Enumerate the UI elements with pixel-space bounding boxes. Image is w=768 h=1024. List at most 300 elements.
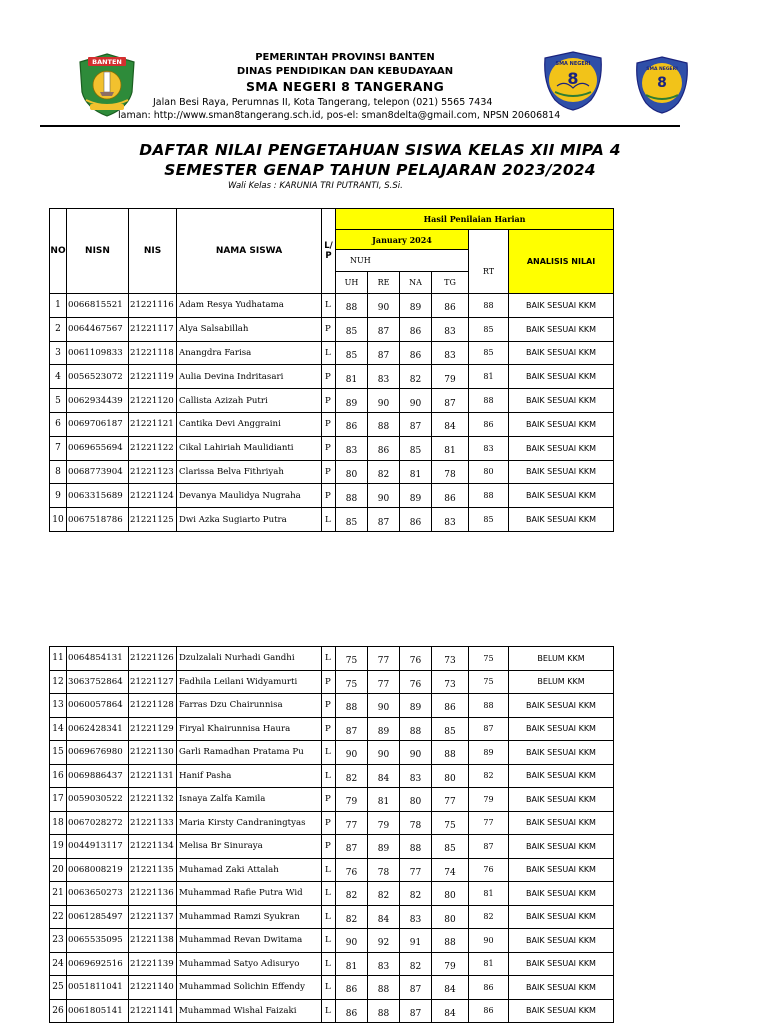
cell-no: 19 (50, 835, 67, 859)
cell-uh: 77 (336, 811, 368, 835)
col-header-re: RE (368, 272, 400, 294)
cell-re: 88 (368, 999, 400, 1023)
cell-na: 85 (400, 436, 432, 460)
cell-tg: 73 (432, 647, 469, 671)
cell-no: 13 (50, 694, 67, 718)
cell-re: 90 (368, 389, 400, 413)
cell-nis: 21221141 (129, 999, 177, 1023)
cell-rt: 86 (469, 976, 509, 1000)
cell-re: 90 (368, 294, 400, 318)
cell-nisn: 0067518786 (67, 508, 129, 532)
cell-uh: 90 (336, 741, 368, 765)
cell-analysis: BAIK SESUAI KKM (509, 365, 614, 389)
cell-na: 82 (400, 882, 432, 906)
cell-tg: 83 (432, 508, 469, 532)
cell-tg: 79 (432, 952, 469, 976)
cell-uh: 81 (336, 365, 368, 389)
cell-no: 9 (50, 484, 67, 508)
cell-no: 26 (50, 999, 67, 1023)
cell-uh: 82 (336, 882, 368, 906)
cell-tg: 78 (432, 460, 469, 484)
cell-uh: 88 (336, 294, 368, 318)
cell-student-name: Firyal Khairunnisa Haura (177, 717, 322, 741)
cell-na: 82 (400, 952, 432, 976)
cell-na: 86 (400, 508, 432, 532)
cell-no: 25 (50, 976, 67, 1000)
cell-re: 87 (368, 341, 400, 365)
cell-nis: 21221119 (129, 365, 177, 389)
header-school-name: SMA NEGERI 8 TANGERANG (245, 79, 445, 94)
cell-no: 21 (50, 882, 67, 906)
cell-rt: 85 (469, 341, 509, 365)
cell-uh: 79 (336, 788, 368, 812)
cell-analysis: BAIK SESUAI KKM (509, 976, 614, 1000)
cell-na: 91 (400, 929, 432, 953)
cell-student-name: Muhamad Zaki Attalah (177, 858, 322, 882)
col-header-nisn: NISN (67, 209, 129, 294)
cell-na: 90 (400, 741, 432, 765)
col-header-hasil: Hasil Penilaian Harian (336, 209, 614, 230)
cell-rt: 80 (469, 460, 509, 484)
cell-uh: 86 (336, 976, 368, 1000)
cell-nisn: 0069692516 (67, 952, 129, 976)
cell-rt: 88 (469, 294, 509, 318)
cell-analysis: BELUM KKM (509, 670, 614, 694)
cell-re: 86 (368, 436, 400, 460)
cell-nisn: 0069886437 (67, 764, 129, 788)
student-row (50, 389, 614, 413)
cell-no: 14 (50, 717, 67, 741)
cell-re: 90 (368, 741, 400, 765)
cell-student-name: Hanif Pasha (177, 764, 322, 788)
cell-analysis: BAIK SESUAI KKM (509, 294, 614, 318)
cell-rt: 77 (469, 811, 509, 835)
header-line-province: PEMERINTAH PROVINSI BANTEN (255, 52, 435, 63)
cell-no: 18 (50, 811, 67, 835)
cell-rt: 82 (469, 905, 509, 929)
cell-student-name: Fadhila Leilani Widyamurti (177, 670, 322, 694)
cell-na: 86 (400, 317, 432, 341)
cell-analysis: BAIK SESUAI KKM (509, 317, 614, 341)
cell-nis: 21221124 (129, 484, 177, 508)
cell-uh: 87 (336, 717, 368, 741)
cell-student-name: Melisa Br Sinuraya (177, 835, 322, 859)
col-header-nuh: NUH (336, 250, 469, 272)
cell-re: 83 (368, 952, 400, 976)
cell-tg: 88 (432, 741, 469, 765)
cell-student-name: Dzulzalali Nurhadi Gandhi (177, 647, 322, 671)
student-row (50, 999, 614, 1023)
cell-no: 16 (50, 764, 67, 788)
cell-analysis: BAIK SESUAI KKM (509, 460, 614, 484)
cell-uh: 85 (336, 508, 368, 532)
student-row (50, 670, 614, 694)
student-row (50, 811, 614, 835)
cell-analysis: BAIK SESUAI KKM (509, 835, 614, 859)
cell-nisn: 0062934439 (67, 389, 129, 413)
cell-tg: 84 (432, 412, 469, 436)
cell-tg: 84 (432, 999, 469, 1023)
cell-analysis: BAIK SESUAI KKM (509, 788, 614, 812)
cell-uh: 88 (336, 694, 368, 718)
cell-nis: 21221138 (129, 929, 177, 953)
rt-header-spacer (469, 230, 509, 250)
cell-gender: P (322, 484, 336, 508)
student-row (50, 412, 614, 436)
cell-re: 77 (368, 670, 400, 694)
cell-rt: 85 (469, 317, 509, 341)
cell-na: 87 (400, 999, 432, 1023)
cell-rt: 81 (469, 365, 509, 389)
cell-nisn: 0060057864 (67, 694, 129, 718)
cell-gender: P (322, 717, 336, 741)
homeroom-teacher: Wali Kelas : KARUNIA TRI PUTRANTI, S.Si. (228, 181, 403, 191)
cell-nisn: 0069676980 (67, 741, 129, 765)
cell-uh: 85 (336, 341, 368, 365)
cell-tg: 80 (432, 764, 469, 788)
cell-gender: L (322, 905, 336, 929)
cell-nisn: 0069706187 (67, 412, 129, 436)
cell-na: 83 (400, 764, 432, 788)
cell-no: 12 (50, 670, 67, 694)
cell-student-name: Cikal Lahiriah Maulidianti (177, 436, 322, 460)
col-header-lp: L/ P (322, 209, 336, 294)
cell-re: 84 (368, 905, 400, 929)
cell-rt: 81 (469, 882, 509, 906)
cell-gender: L (322, 976, 336, 1000)
cell-nisn: 0051811041 (67, 976, 129, 1000)
cell-nisn: 0068008219 (67, 858, 129, 882)
cell-analysis: BELUM KKM (509, 647, 614, 671)
cell-nis: 21221125 (129, 508, 177, 532)
student-row (50, 460, 614, 484)
cell-na: 89 (400, 694, 432, 718)
student-row (50, 905, 614, 929)
cell-na: 89 (400, 484, 432, 508)
grade-table-part-2 (49, 646, 614, 1023)
cell-tg: 85 (432, 717, 469, 741)
cell-na: 89 (400, 294, 432, 318)
cell-nisn: 0056523072 (67, 365, 129, 389)
cell-tg: 84 (432, 976, 469, 1000)
cell-student-name: Muhammad Solichin Effendy (177, 976, 322, 1000)
cell-tg: 86 (432, 484, 469, 508)
document-title: DAFTAR NILAI PENGETAHUAN SISWA KELAS XII MIPA 4 (139, 141, 621, 159)
cell-nisn: 0069655694 (67, 436, 129, 460)
col-header-nama: NAMA SISWA (177, 209, 322, 294)
cell-na: 76 (400, 647, 432, 671)
cell-student-name: Garli Ramadhan Pratama Pu (177, 741, 322, 765)
student-row (50, 294, 614, 318)
cell-re: 82 (368, 460, 400, 484)
cell-na: 88 (400, 835, 432, 859)
cell-uh: 75 (336, 670, 368, 694)
cell-tg: 80 (432, 905, 469, 929)
cell-na: 76 (400, 670, 432, 694)
student-row (50, 764, 614, 788)
cell-re: 81 (368, 788, 400, 812)
cell-gender: P (322, 788, 336, 812)
cell-nis: 21221129 (129, 717, 177, 741)
student-row (50, 508, 614, 532)
cell-tg: 80 (432, 882, 469, 906)
cell-re: 78 (368, 858, 400, 882)
cell-gender: L (322, 882, 336, 906)
cell-tg: 83 (432, 317, 469, 341)
cell-analysis: BAIK SESUAI KKM (509, 389, 614, 413)
cell-re: 89 (368, 717, 400, 741)
cell-rt: 87 (469, 835, 509, 859)
cell-uh: 86 (336, 999, 368, 1023)
cell-gender: L (322, 341, 336, 365)
school-logo (541, 50, 605, 112)
cell-analysis: BAIK SESUAI KKM (509, 952, 614, 976)
cell-analysis: BAIK SESUAI KKM (509, 694, 614, 718)
cell-tg: 88 (432, 929, 469, 953)
student-row (50, 484, 614, 508)
cell-gender: L (322, 929, 336, 953)
col-header-tg: TG (432, 272, 469, 294)
cell-uh: 87 (336, 835, 368, 859)
student-row (50, 647, 614, 671)
cell-rt: 82 (469, 764, 509, 788)
cell-no: 2 (50, 317, 67, 341)
cell-no: 8 (50, 460, 67, 484)
cell-na: 87 (400, 976, 432, 1000)
cell-no: 24 (50, 952, 67, 976)
cell-uh: 85 (336, 317, 368, 341)
cell-nis: 21221118 (129, 341, 177, 365)
cell-analysis: BAIK SESUAI KKM (509, 508, 614, 532)
cell-na: 90 (400, 389, 432, 413)
cell-na: 86 (400, 341, 432, 365)
cell-student-name: Maria Kirsty Candraningtyas (177, 811, 322, 835)
cell-rt: 83 (469, 436, 509, 460)
cell-tg: 87 (432, 389, 469, 413)
cell-analysis: BAIK SESUAI KKM (509, 999, 614, 1023)
cell-student-name: Clarissa Belva Fithriyah (177, 460, 322, 484)
col-header-rt: RT (469, 250, 509, 294)
cell-nisn: 0061805141 (67, 999, 129, 1023)
cell-no: 5 (50, 389, 67, 413)
cell-rt: 85 (469, 508, 509, 532)
cell-uh: 82 (336, 905, 368, 929)
cell-tg: 85 (432, 835, 469, 859)
cell-uh: 88 (336, 484, 368, 508)
school-logo-number: 8 (567, 69, 579, 88)
cell-student-name: Muhammad Rafie Putra Wid (177, 882, 322, 906)
cell-rt: 90 (469, 929, 509, 953)
cell-gender: P (322, 460, 336, 484)
cell-gender: L (322, 764, 336, 788)
school-logo-secondary (634, 55, 690, 115)
cell-nisn: 0068773904 (67, 460, 129, 484)
cell-na: 82 (400, 365, 432, 389)
cell-re: 88 (368, 976, 400, 1000)
cell-nis: 21221122 (129, 436, 177, 460)
cell-nis: 21221123 (129, 460, 177, 484)
cell-student-name: Muhammad Satyo Adisuryo (177, 952, 322, 976)
cell-re: 87 (368, 317, 400, 341)
cell-re: 83 (368, 365, 400, 389)
cell-student-name: Muhammad Ramzi Syukran (177, 905, 322, 929)
cell-gender: L (322, 741, 336, 765)
col-header-nis: NIS (129, 209, 177, 294)
col-header-uh: UH (336, 272, 368, 294)
cell-student-name: Aulia Devina Indritasari (177, 365, 322, 389)
cell-tg: 81 (432, 436, 469, 460)
cell-gender: P (322, 835, 336, 859)
student-row (50, 835, 614, 859)
cell-analysis: BAIK SESUAI KKM (509, 811, 614, 835)
banten-province-logo (76, 52, 138, 118)
cell-analysis: BAIK SESUAI KKM (509, 484, 614, 508)
student-row (50, 341, 614, 365)
cell-nisn: 0061109833 (67, 341, 129, 365)
cell-gender: P (322, 694, 336, 718)
header-web-email: laman: http://www.sman8tangerang.sch.id, pos-el: sman8delta@gmail.com, NPSN 20606814 (118, 110, 561, 121)
cell-tg: 86 (432, 694, 469, 718)
cell-re: 90 (368, 694, 400, 718)
cell-student-name: Muhammad Revan Dwitama (177, 929, 322, 953)
cell-nis: 21221137 (129, 905, 177, 929)
cell-gender: P (322, 670, 336, 694)
student-row (50, 717, 614, 741)
cell-rt: 81 (469, 952, 509, 976)
cell-na: 83 (400, 905, 432, 929)
cell-nis: 21221130 (129, 741, 177, 765)
cell-nis: 21221120 (129, 389, 177, 413)
cell-nis: 21221132 (129, 788, 177, 812)
student-row (50, 882, 614, 906)
cell-nisn: 0063650273 (67, 882, 129, 906)
student-row (50, 952, 614, 976)
cell-rt: 79 (469, 788, 509, 812)
cell-gender: L (322, 294, 336, 318)
cell-analysis: BAIK SESUAI KKM (509, 882, 614, 906)
cell-gender: L (322, 999, 336, 1023)
cell-na: 87 (400, 412, 432, 436)
banten-logo-text: BANTEN (92, 58, 122, 66)
cell-tg: 83 (432, 341, 469, 365)
cell-gender: L (322, 508, 336, 532)
cell-analysis: BAIK SESUAI KKM (509, 717, 614, 741)
student-row (50, 436, 614, 460)
cell-nisn: 0064854131 (67, 647, 129, 671)
cell-uh: 82 (336, 764, 368, 788)
col-header-analisis: ANALISIS NILAI (509, 230, 614, 294)
cell-student-name: Isnaya Zalfa Kamila (177, 788, 322, 812)
cell-uh: 90 (336, 929, 368, 953)
cell-tg: 73 (432, 670, 469, 694)
cell-re: 82 (368, 882, 400, 906)
cell-nisn: 0063315689 (67, 484, 129, 508)
cell-rt: 75 (469, 647, 509, 671)
cell-na: 78 (400, 811, 432, 835)
col-header-na: NA (400, 272, 432, 294)
cell-nis: 21221135 (129, 858, 177, 882)
cell-nis: 21221116 (129, 294, 177, 318)
cell-re: 84 (368, 764, 400, 788)
cell-no: 7 (50, 436, 67, 460)
cell-nisn: 3063752864 (67, 670, 129, 694)
cell-analysis: BAIK SESUAI KKM (509, 905, 614, 929)
student-row (50, 788, 614, 812)
cell-student-name: Anangdra Farisa (177, 341, 322, 365)
cell-uh: 89 (336, 389, 368, 413)
cell-nis: 21221117 (129, 317, 177, 341)
cell-re: 90 (368, 484, 400, 508)
cell-nisn: 0062428341 (67, 717, 129, 741)
cell-na: 80 (400, 788, 432, 812)
cell-no: 11 (50, 647, 67, 671)
cell-nisn: 0061285497 (67, 905, 129, 929)
cell-na: 81 (400, 460, 432, 484)
cell-student-name: Cantika Devi Anggraini (177, 412, 322, 436)
student-row (50, 976, 614, 1000)
cell-student-name: Adam Resya Yudhatama (177, 294, 322, 318)
student-row (50, 317, 614, 341)
cell-rt: 86 (469, 999, 509, 1023)
cell-student-name: Alya Salsabillah (177, 317, 322, 341)
col-header-month: January 2024 (336, 230, 469, 250)
cell-uh: 81 (336, 952, 368, 976)
cell-analysis: BAIK SESUAI KKM (509, 929, 614, 953)
student-row (50, 929, 614, 953)
cell-nis: 21221136 (129, 882, 177, 906)
cell-na: 88 (400, 717, 432, 741)
cell-no: 22 (50, 905, 67, 929)
cell-nisn: 0065535095 (67, 929, 129, 953)
cell-student-name: Muhammad Wishal Faizaki (177, 999, 322, 1023)
cell-nis: 21221127 (129, 670, 177, 694)
cell-re: 87 (368, 508, 400, 532)
student-row (50, 365, 614, 389)
cell-rt: 75 (469, 670, 509, 694)
cell-tg: 86 (432, 294, 469, 318)
student-row (50, 741, 614, 765)
cell-re: 92 (368, 929, 400, 953)
cell-student-name: Dwi Azka Sugiarto Putra (177, 508, 322, 532)
cell-gender: L (322, 858, 336, 882)
cell-nis: 21221133 (129, 811, 177, 835)
cell-uh: 80 (336, 460, 368, 484)
student-row (50, 858, 614, 882)
cell-re: 89 (368, 835, 400, 859)
cell-no: 10 (50, 508, 67, 532)
cell-nisn: 0067028272 (67, 811, 129, 835)
cell-analysis: BAIK SESUAI KKM (509, 412, 614, 436)
cell-tg: 74 (432, 858, 469, 882)
cell-uh: 83 (336, 436, 368, 460)
col-header-no: NO (50, 209, 67, 294)
cell-rt: 87 (469, 717, 509, 741)
cell-no: 6 (50, 412, 67, 436)
cell-nisn: 0066815521 (67, 294, 129, 318)
cell-student-name: Farras Dzu Chairunnisa (177, 694, 322, 718)
cell-nisn: 0044913117 (67, 835, 129, 859)
cell-gender: L (322, 952, 336, 976)
student-row (50, 694, 614, 718)
cell-no: 3 (50, 341, 67, 365)
cell-gender: P (322, 412, 336, 436)
cell-na: 77 (400, 858, 432, 882)
cell-nis: 21221139 (129, 952, 177, 976)
cell-rt: 88 (469, 484, 509, 508)
cell-gender: L (322, 647, 336, 671)
cell-re: 88 (368, 412, 400, 436)
cell-no: 17 (50, 788, 67, 812)
